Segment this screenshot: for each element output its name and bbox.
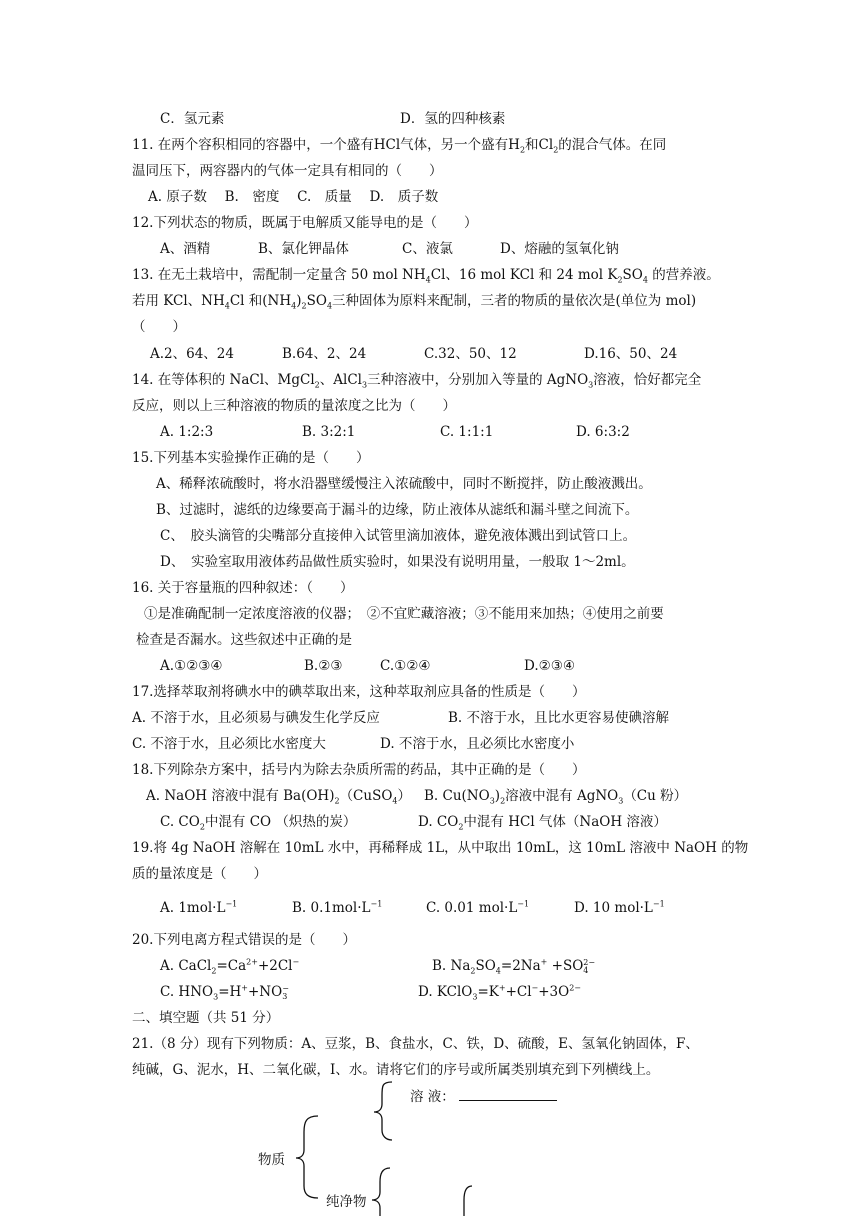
q12-stem: 12.下列状态的物质，既属于电解质又能导电的是（ ） [132, 215, 478, 231]
q14-option-d: D. 6:3:2 [576, 424, 630, 440]
q12-option-c: C、液氯 [402, 241, 453, 257]
solution-answer-blank[interactable] [459, 1088, 557, 1101]
q19-stem-line1: 19.将 4g NaOH 溶解在 10mL 水中，再稀释成 1L，从中取出 10mL，这 10mL 溶液中 NaOH 的物 [132, 840, 749, 856]
q18-option-c: C. $CO_2$中混有 CO （炽热的炭） [160, 814, 357, 832]
q14-option-b: B. 3:2:1 [302, 424, 356, 440]
q11-stem-line2: 温同压下，两容器内的气体一定具有相同的（ ） [132, 163, 443, 179]
q13-stem-line1: 13. 在无土栽培中，需配制一定量含 50 mol $NH_4Cl$、16 mol KCl 和 24 mol $K_2SO_4$ 的营养液。 [132, 267, 720, 285]
q15-option-a: A、稀释浓硫酸时，将水沿器壁缓慢注入浓硫酸中，同时不断搅拌，防止酸液溅出。 [156, 476, 652, 492]
q15-stem: 15.下列基本实验操作正确的是（ ） [132, 450, 370, 466]
q17-option-d: D. 不溶于水，且必须比水密度小 [380, 736, 575, 752]
section-heading-fill-in: 二、填空题（共 51 分） [132, 1010, 280, 1026]
matter-label: 物质 [258, 1152, 285, 1168]
q17-stem: 17.选择萃取剂将碘水中的碘萃取出来，这种萃取剂应具备的性质是（ ） [132, 684, 586, 700]
q13-option-c: C.32、50、12 [424, 346, 517, 362]
q13-option-d: D.16、50、24 [584, 346, 678, 362]
q11-options: A. 原子数 B. 密度 C. 质量 D. 质子数 [148, 189, 439, 205]
q20-option-c: C. $HNO_3=H^++NO$ − 3 [160, 983, 289, 1002]
q12-option-b: B、氯化钾晶体 [258, 241, 349, 257]
q14-option-c: C. 1:1:1 [440, 424, 494, 440]
brace-main [296, 1116, 318, 1198]
q15-option-d: D、 实验室取用液体药品做性质实验时，如果没有说明用量，一般取 1～2ml。 [160, 554, 635, 570]
q17-option-a: A. 不溶于水，且必须易与碘发生化学反应 [132, 710, 380, 726]
q21-stem-line2: 纯碱，G、泥水，H、二氧化碳，I、水。请将它们的序号或所属类别填充到下列横线上。 [132, 1062, 660, 1078]
q21-stem-line1: 21.（8 分）现有下列物质：A、豆浆，B、食盐水，C、铁，D、硫酸，E、氢氧化钠固体，F、 [132, 1036, 699, 1052]
q18-stem: 18.下列除杂方案中，括号内为除去杂质所需的药品，其中正确的是（ ） [132, 762, 586, 778]
q13-stem-line2: 若用 KCl、$NH_4Cl$ 和$(NH_4)_2SO_4$三种固体为原料来配制，三者的物质的量依次是(单位为 mol) [132, 293, 697, 311]
brace-sub [464, 1186, 472, 1216]
q16-statement-line1: ①是准确配制一定浓度溶液的仪器； ②不宜贮藏溶液；③不能用来加热；④使用之前要 [144, 606, 664, 622]
q15-option-c: C、 胶头滴管的尖嘴部分直接伸入试管里滴加液体，避免液体溅出到试管口上。 [160, 528, 637, 544]
q18-option-a: A. NaOH 溶液中混有 $Ba(OH)_2(CuSO_4)$ [146, 788, 411, 806]
q20-option-b: B. $Na_2SO_4=2Na^+ +SO$ 2− 4 [432, 957, 596, 976]
q19-option-d: D. 10 $mol\cdot L^{-1}$ [574, 899, 665, 916]
q13-option-a: A.2、64、24 [150, 346, 234, 362]
q13-option-b: B.64、2、24 [282, 346, 367, 362]
q11-stem-line1: 11. 在两个容积相同的容器中，一个盛有HCl气体，另一个盛有$H_2$和$Cl_2$的混合气体。在同 [132, 137, 667, 155]
q10-option-c: C．氢元素 [160, 111, 225, 127]
q10-option-d: D．氢的四种核素 [400, 111, 506, 127]
q16-option-b: B.②③ [304, 658, 343, 674]
solution-label: 溶 液： [410, 1088, 557, 1106]
q20-option-a: A. $CaCl_2=Ca^{2+}+2Cl^-$ [160, 957, 300, 976]
q17-option-c: C. 不溶于水，且必须比水密度大 [132, 736, 326, 752]
q14-stem-line1: 14. 在等体积的 NaCl、MgCl$_2$、AlCl$_3$三种溶液中，分别加入等量的 AgNO$_3$溶液，恰好都完全 [132, 372, 702, 390]
q19-option-b: B. $0.1mol\cdot L^{-1}$ [292, 899, 383, 916]
brace-top [374, 1082, 392, 1140]
q17-option-b: B. 不溶于水，且比水更容易使碘溶解 [448, 710, 670, 726]
q14-stem-line2: 反应，则以上三种溶液的物质的量浓度之比为（ ） [132, 398, 456, 414]
q16-stem: 16. 关于容量瓶的四种叙述：（ ） [132, 580, 354, 596]
q15-option-b: B、过滤时，滤纸的边缘要高于漏斗的边缘，防止液体从滤纸和漏斗壁之间流下。 [156, 502, 639, 518]
q16-option-d: D.②③④ [524, 658, 575, 674]
pure-substance-label: 纯净物 [326, 1194, 367, 1210]
q19-option-c: C. 0.01 $mol\cdot L^{-1}$ [426, 899, 530, 916]
q18-option-b: B. $Cu(NO_3)_2$溶液中混有 AgNO$_3$（Cu 粉） [424, 788, 688, 806]
q13-answer-bracket: （ ） [132, 319, 186, 335]
q19-option-a: A. $1mol\cdot L^{-1}$ [160, 899, 238, 916]
q14-option-a: A. 1:2:3 [160, 424, 214, 440]
q12-option-a: A、酒精 [160, 241, 211, 257]
q20-stem: 20.下列电离方程式错误的是（ ） [132, 932, 356, 948]
q18-option-d: D. $CO_2$中混有 HCl 气体（NaOH 溶液） [418, 814, 667, 832]
q16-option-c: C.①②④ [380, 658, 431, 674]
q16-option-a: A.①②③④ [160, 658, 223, 674]
q16-statement-line2: 检查是否漏水。这些叙述中正确的是 [136, 632, 352, 648]
brace-pure [372, 1168, 390, 1216]
q20-option-d: D. $KClO_3=K^++Cl^-+3O^{2-}$ [418, 983, 582, 1002]
q19-stem-line2: 质的量浓度是（ ） [132, 866, 267, 882]
q12-option-d: D、熔融的氢氧化钠 [500, 241, 619, 257]
